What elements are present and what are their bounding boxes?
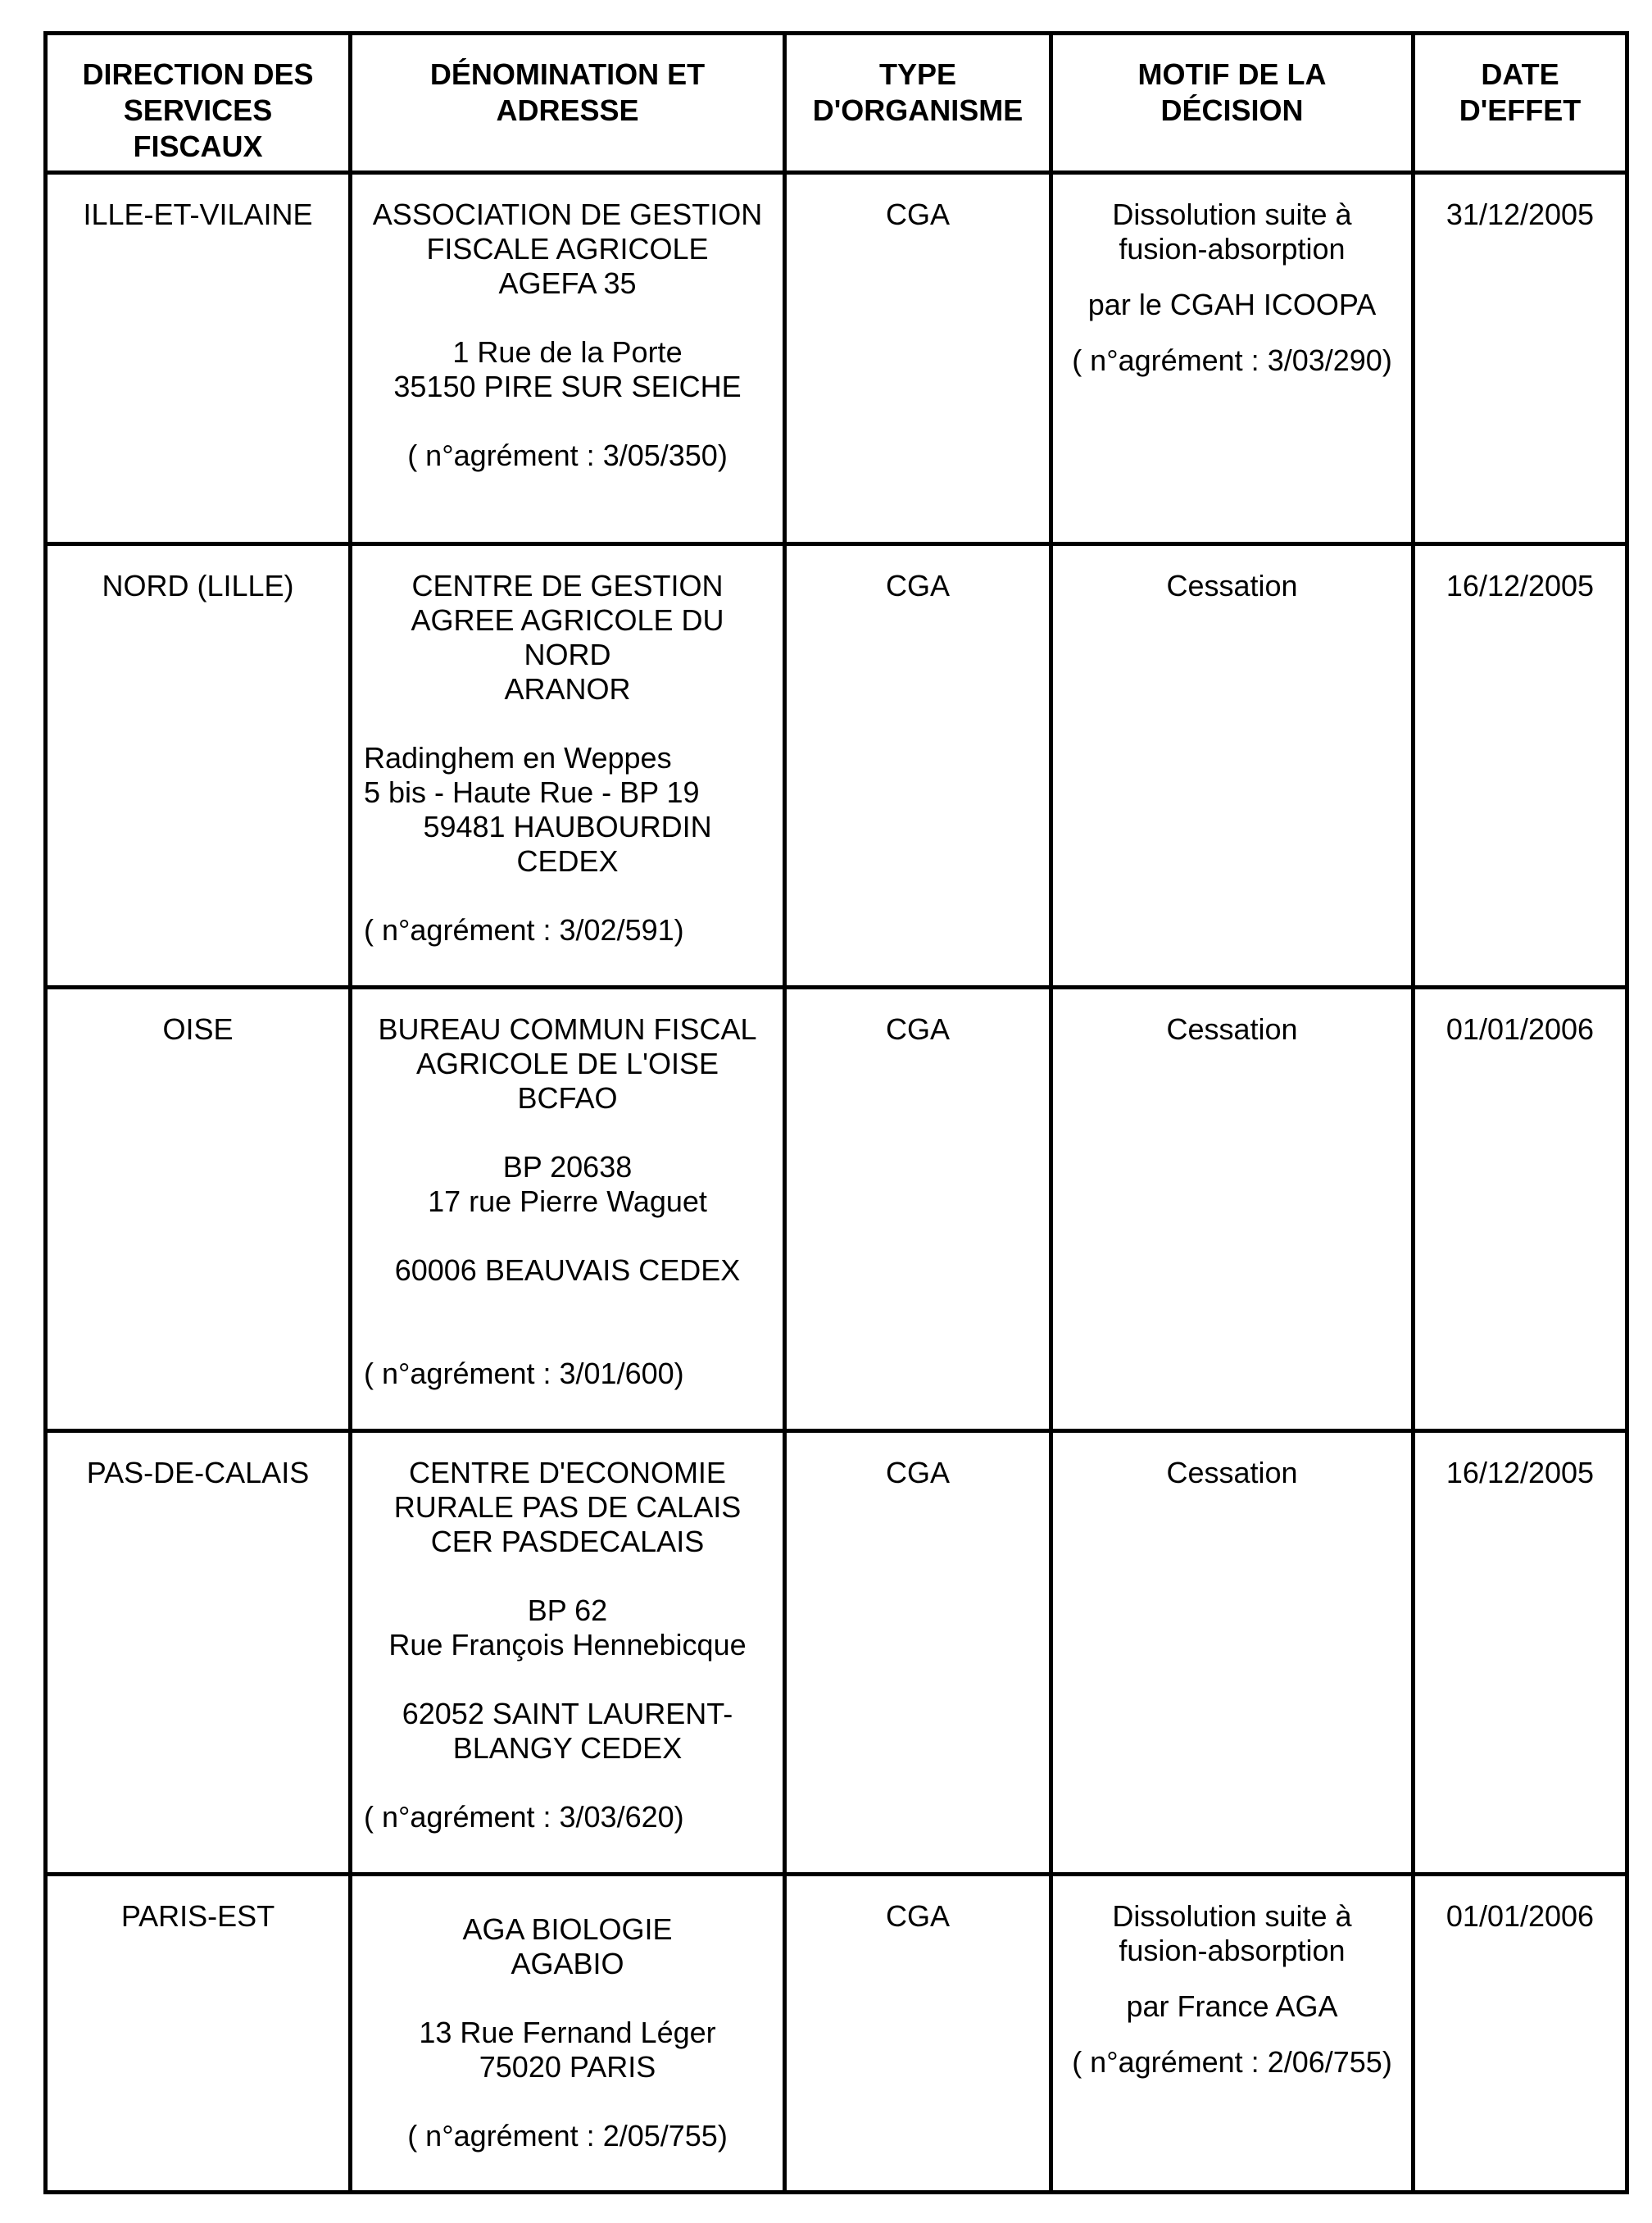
cell-date: 01/01/2006 (1414, 1875, 1627, 2193)
cell-type: CGA (785, 544, 1051, 988)
table-row (46, 1431, 1627, 1875)
cell-direction: PAS-DE-CALAIS (46, 1431, 351, 1875)
cell-motif: Dissolution suite à fusion-absorption par le CGAH ICOOPA ( n°agrément : 3/03/290) (1051, 173, 1414, 544)
table-row (46, 988, 1627, 1431)
cell-denomination: ASSOCIATION DE GESTION FISCALE AGRICOLE AGEFA 35 1 Rue de la Porte 35150 PIRE SUR SEICHE ( n°agrément : 3/05/350) (351, 173, 785, 544)
header-direction: DIRECTION DES SERVICES FISCAUX (46, 34, 351, 173)
cell-type: CGA (785, 988, 1051, 1431)
cell-date: 16/12/2005 (1414, 1431, 1627, 1875)
cell-direction: ILLE-ET-VILAINE (46, 173, 351, 544)
table-row (46, 173, 1627, 544)
cell-motif: Dissolution suite à fusion-absorption par France AGA ( n°agrément : 2/06/755) (1051, 1875, 1414, 2193)
header-denomination: DÉNOMINATION ET ADRESSE (351, 34, 785, 173)
cell-denomination: CENTRE D'ECONOMIE RURALE PAS DE CALAIS CER PASDECALAIS BP 62 Rue François Hennebicque 62052 SAINT LAURENT- BLANGY CEDEX ( n°agrément : 3/03/620) (351, 1431, 785, 1875)
cell-direction: OISE (46, 988, 351, 1431)
header-motif: MOTIF DE LA DÉCISION (1051, 34, 1414, 173)
header-type: TYPE D'ORGANISME (785, 34, 1051, 173)
cell-motif: Cessation (1051, 1431, 1414, 1875)
decisions-table (43, 31, 1629, 2194)
header-date: DATE D'EFFET (1414, 34, 1627, 173)
cell-date: 01/01/2006 (1414, 988, 1627, 1431)
cell-date: 31/12/2005 (1414, 173, 1627, 544)
cell-denomination: CENTRE DE GESTION AGREE AGRICOLE DU NORD ARANOR Radinghem en Weppes 5 bis - Haute Rue - BP 19 59481 HAUBOURDIN CEDEX ( n°agrément : 3/02/591) (351, 544, 785, 988)
table-row (46, 544, 1627, 988)
table-row (46, 1875, 1627, 2193)
cell-type: CGA (785, 1431, 1051, 1875)
cell-denomination: AGA BIOLOGIE AGABIO 13 Rue Fernand Léger 75020 PARIS ( n°agrément : 2/05/755) (351, 1875, 785, 2193)
cell-direction: PARIS-EST (46, 1875, 351, 2193)
cell-type: CGA (785, 1875, 1051, 2193)
cell-motif: Cessation (1051, 544, 1414, 988)
cell-denomination: BUREAU COMMUN FISCAL AGRICOLE DE L'OISE BCFAO BP 20638 17 rue Pierre Waguet 60006 BEAUVAIS CEDEX ( n°agrément : 3/01/600) (351, 988, 785, 1431)
cell-direction: NORD (LILLE) (46, 544, 351, 988)
cell-type: CGA (785, 173, 1051, 544)
cell-motif: Cessation (1051, 988, 1414, 1431)
cell-date: 16/12/2005 (1414, 544, 1627, 988)
header-row (46, 34, 1627, 173)
